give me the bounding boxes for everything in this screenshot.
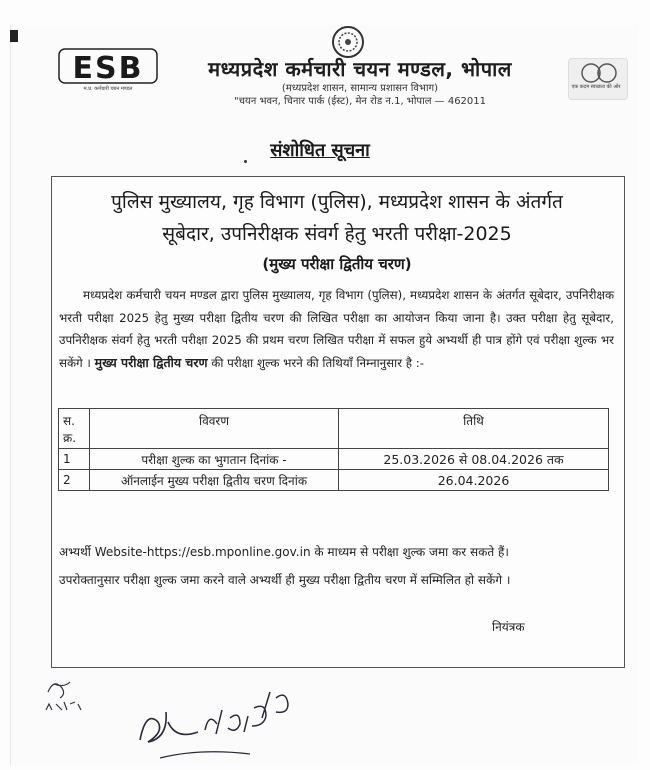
eligibility-line: उपरोक्तानुसार परीक्षा शुल्क जमा करने वाले अभ्यर्थी ही मुख्य परीक्षा द्वितीय चरण में सम्मिलित हो सकेंगे । <box>59 573 511 587</box>
ink-dot <box>244 160 247 163</box>
table-row <box>59 470 609 491</box>
notice-heading-line2: सूबेदार, उपनिरीक्षक संवर्ग हेतु भरती परीक्षा-2025 <box>162 223 512 245</box>
notice-heading-line3: (मुख्य परीक्षा द्वितीय चरण) <box>262 255 412 273</box>
esb-logo-text: ESB <box>72 51 144 86</box>
row-description: ऑनलाईन मुख्य परीक्षा द्वितीय चरण दिनांक <box>90 470 339 491</box>
paragraph-text: मध्यप्रदेश कर्मचारी चयन मण्डल द्वारा पुलिस मुख्यालय, गृह विभाग (पुलिस), मध्यप्रदेश शासन के अंतर्गत सूबेदार, उपनिरीक्षक भरती परीक्षा 2025 हेतु मुख्य परीक्षा द्वितीय चरण की लिखित परीक्षा का आयोजन किया जाना है। उक्त परीक्षा हेतु सूबेदार, उपनिरीक्षक संवर्ग हेतु भरती परीक्षा 2025 की प्रथम चरण लिखित परीक्षा में सफल हुये अभ्यर्थी ही पात्र होंगे एवं परीक्षा शुल्क भर सकेंगे । <box>59 288 614 370</box>
header-serial: स. क्र. <box>59 409 90 449</box>
table-header-row <box>59 409 609 449</box>
row-serial: 2 <box>59 470 90 491</box>
row-date: 25.03.2026 से 08.04.2026 तक <box>339 449 609 470</box>
table-row <box>59 449 609 470</box>
handwritten-signature-icon <box>40 670 320 770</box>
organization-address: "चयन भवन, चिनार पार्क (ईस्ट), मेन रोड न.1, भोपाल — 462011 <box>233 96 487 107</box>
row-date: 26.04.2026 <box>339 470 609 491</box>
state-emblem-icon <box>325 25 371 59</box>
organization-title: मध्यप्रदेश कर्मचारी चयन मण्डल, भोपाल <box>208 57 512 81</box>
notice-paragraph <box>59 284 614 374</box>
signatory-title: नियंत्रक <box>492 620 525 634</box>
header-description: विवरण <box>90 409 339 449</box>
paragraph-bold-text: मुख्य परीक्षा द्वितीय चरण <box>94 354 208 370</box>
header-date: तिथि <box>339 409 609 449</box>
swachh-bharat-logo-icon <box>568 58 628 100</box>
notice-heading-line1: पुलिस मुख्यालय, गृह विभाग (पुलिस), मध्यप्रदेश शासन के अंतर्गत <box>111 191 563 213</box>
row-description: परीक्षा शुल्क का भुगतान दिनांक - <box>90 449 339 470</box>
paragraph-text-end: की परीक्षा शुल्क भरने की तिथियाँ निम्नानुसार है :- <box>207 355 425 370</box>
notice-title: संशोधित सूचना <box>270 140 370 161</box>
organization-subtitle: (मध्यप्रदेश शासन, सामान्य प्रशासन विभाग) <box>281 83 439 94</box>
scan-corner-mark <box>10 30 18 42</box>
schedule-table <box>58 408 609 491</box>
website-line: अभ्यर्थी Website-https://esb.mponline.gov.in के माध्यम से परीक्षा शुल्क जमा कर सकते हैं। <box>59 545 509 559</box>
row-serial: 1 <box>59 449 90 470</box>
esb-logo-caption: म.प्र. कर्मचारी चयन मण्डल <box>83 86 133 92</box>
swachh-bharat-caption: एक कदम स्वच्छता की ओर <box>571 84 621 90</box>
